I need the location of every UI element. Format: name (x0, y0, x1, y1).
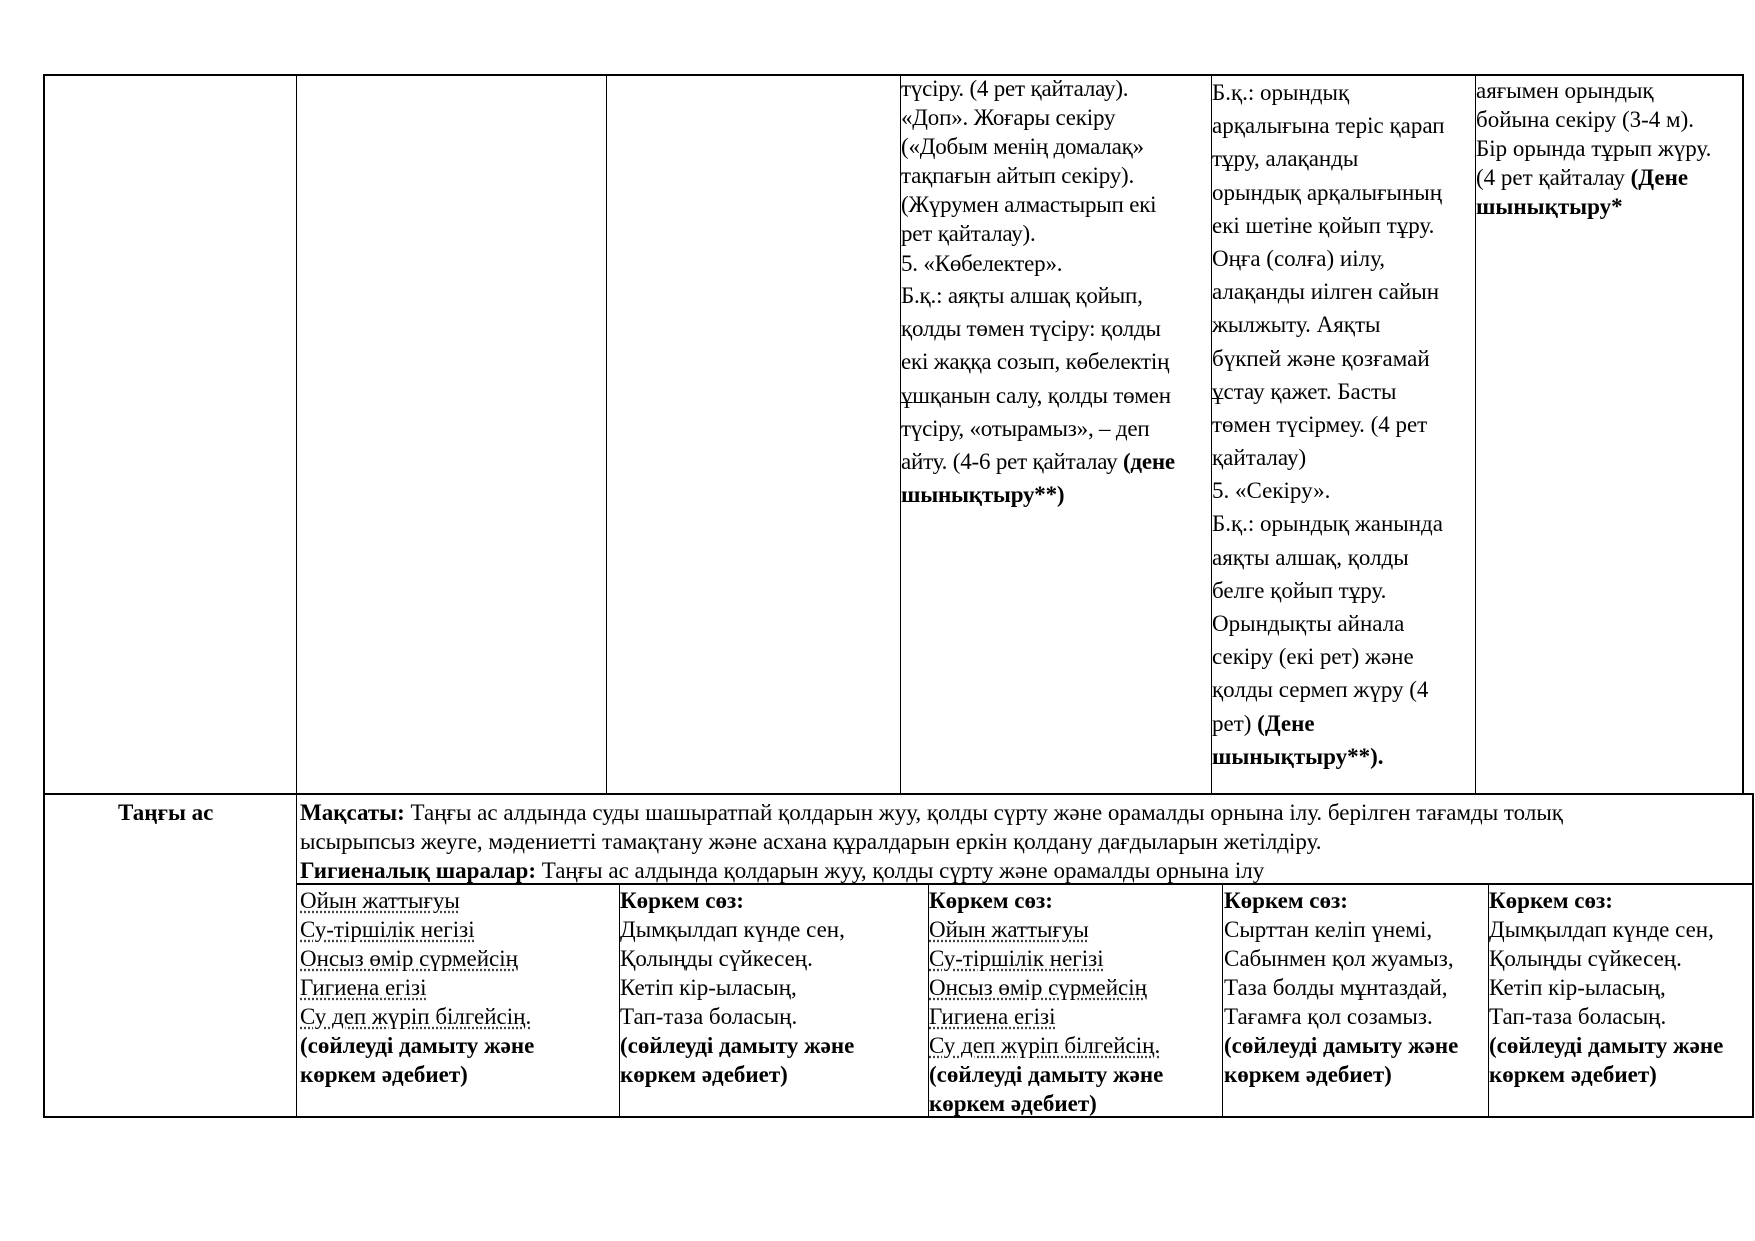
subject-tag: көркем әдебиет) (300, 1062, 468, 1087)
goal-text: Таңғы ас алдында суды шашыратпай қолдарын жуу, қолды сүрту және орамалды орнына ілу. берілген тағамды толық (404, 800, 1563, 825)
text-line: арқалығына теріс қарап (1212, 113, 1445, 139)
subject-tag: (сөйлеуді дамыту және (929, 1062, 1164, 1087)
subject-tag: көркем әдебиет) (1489, 1062, 1657, 1087)
text-line: түсіру. (4 рет қайталау). (901, 76, 1129, 101)
table-right-border-upper (1742, 74, 1744, 794)
poem-line: Онсыз өмір сүрмейсің (300, 946, 518, 971)
text-line: Б.қ.: орындық жанында (1212, 511, 1443, 537)
poem-line: Кетіп кір-ыласың, (1489, 975, 1666, 1000)
text-line: (Жүрумен алмастырып екі (901, 192, 1157, 217)
text-span: (4 рет қайталау (1476, 165, 1631, 190)
text-line: секіру (екі рет) және (1212, 644, 1414, 670)
subject-tag: (Дене (1630, 165, 1689, 190)
poem-line: Су деп жүріп білгейсің. (929, 1033, 1161, 1058)
poem-line: Су-тіршілік негізі (300, 917, 475, 942)
hygiene-text: Таңғы ас алдында қолдарын жуу, қолды сүрту және орамалды орнына ілу (536, 858, 1265, 883)
text-line: («Добым менің домалақ» (901, 134, 1144, 159)
poem-line: Дымқылдап күнде сен, (620, 917, 845, 942)
text-span: рет) (1212, 710, 1258, 736)
poem-line: Ойын жаттығуы (929, 917, 1089, 942)
goal-label: Мақсаты: (300, 800, 405, 825)
text-line: екі жаққа созып, көбелектің (901, 349, 1170, 375)
exercise-cell-day3 (901, 74, 1175, 511)
poem-line: Ойын жаттығуы (300, 888, 460, 913)
poem-line: Сырттан келіп үнемі, (1224, 917, 1433, 942)
subject-tag: (сөйлеуді дамыту және (1224, 1033, 1459, 1058)
subject-tag: (сөйлеуді дамыту және (300, 1033, 535, 1058)
poem-line: Су деп жүріп білгейсің. (300, 1004, 532, 1029)
text-line: Бір орында тұрып жүру. (1476, 136, 1712, 161)
text-line: орындық арқалығының (1212, 179, 1443, 205)
text-line: ұстау қажет. Басты (1212, 378, 1397, 404)
text-line: «Доп». Жоғары секіру (901, 105, 1116, 130)
poem-heading: Көркем сөз: (1224, 888, 1348, 913)
text-line: қолды төмен түсіру: қолды (901, 316, 1161, 342)
text-line: белге қойып тұру. (1212, 577, 1387, 603)
exercise-cell-day4 (1212, 76, 1445, 773)
text-line: Б.қ.: орындық (1212, 80, 1350, 105)
table-right-border-lower (1752, 793, 1754, 1118)
breakfast-day5 (1489, 886, 1723, 1089)
poem-line: Сабынмен қол жуамыз, (1224, 946, 1454, 971)
text-line: аяғымен орындық (1476, 78, 1654, 103)
poem-line: Онсыз өмір сүрмейсің (929, 975, 1147, 1000)
text-line: бойына секіру (3-4 м). (1476, 107, 1694, 132)
text-line: тақпағын айтып секіру). (901, 163, 1135, 188)
text-line: түсіру, «отырамыз», – деп (901, 415, 1150, 441)
poem-heading: Көркем сөз: (620, 888, 744, 913)
breakfast-day2 (620, 886, 854, 1089)
row-title-breakfast: Таңғы ас (118, 800, 214, 825)
text-line (1476, 163, 1711, 192)
subcol-divider-3 (1222, 884, 1223, 1117)
poem-line: Таза болды мұнтаздай, (1224, 975, 1448, 1000)
poem-line: Су-тіршілік негізі (929, 946, 1104, 971)
poem-line: Тап-таза боласың. (620, 1004, 798, 1029)
hygiene-line (300, 856, 1563, 885)
subject-tag: шынықтыру* (1476, 194, 1623, 219)
poem-line: Дымқылдап күнде сен, (1489, 917, 1714, 942)
text-line: рет қайталау). (901, 221, 1036, 246)
subject-tag: (сөйлеуді дамыту және (1489, 1033, 1724, 1058)
text-line: жылжыту. Аяқты (1212, 312, 1381, 338)
subject-tag: көркем әдебиет) (1224, 1062, 1392, 1087)
poem-heading: Көркем сөз: (929, 888, 1053, 913)
text-line: төмен түсірмеу. (4 рет (1212, 411, 1428, 437)
breakfast-day3 (929, 886, 1163, 1118)
text-line: Б.қ.: аяқты алшақ қойып, (901, 283, 1143, 308)
poem-line: Гигиена егізі (929, 1004, 1056, 1029)
subject-tag: шынықтыру**). (1212, 743, 1384, 769)
goal-line-1 (300, 798, 1563, 827)
text-line: Оңға (солға) иілу, (1212, 245, 1386, 271)
breakfast-day1 (300, 886, 534, 1089)
text-line: бүкпей және қозғамай (1212, 345, 1430, 371)
poem-line: Тағамға қол созамыз. (1224, 1004, 1433, 1029)
breakfast-day4 (1224, 886, 1458, 1089)
subject-tag: шынықтыру**) (901, 482, 1065, 508)
poem-heading: Көркем сөз: (1489, 888, 1613, 913)
poem-line: Қолыңды сүйкесең. (620, 946, 813, 971)
text-line: ұшқанын салу, қолды төмен (901, 382, 1171, 408)
hygiene-label: Гигиеналық шаралар: (300, 858, 536, 883)
text-line: аяқты алшақ, қолды (1212, 544, 1409, 570)
col-divider-1 (296, 74, 297, 1118)
text-line (901, 445, 1175, 478)
text-line: екі шетіне қойып тұру. (1212, 212, 1435, 238)
text-span: айту. (4-6 рет қайталау (901, 448, 1123, 474)
poem-line: Тап-таза боласың. (1489, 1004, 1667, 1029)
poem-line: Қолыңды сүйкесең. (1489, 946, 1682, 971)
text-line: тұру, алақанды (1212, 146, 1359, 172)
subject-tag: көркем әдебиет) (620, 1062, 788, 1087)
text-line: алақанды иілген сайын (1212, 279, 1440, 305)
breakfast-goal (300, 798, 1563, 885)
table-left-border (43, 74, 45, 1118)
subject-tag: (дене (1122, 448, 1175, 474)
row-divider (43, 793, 1753, 795)
subject-tag: көркем әдебиет) (929, 1091, 1097, 1116)
text-line: Орындықты айнала (1212, 611, 1405, 636)
subject-tag: (сөйлеуді дамыту және (620, 1033, 855, 1058)
table-bottom-border (43, 1116, 1753, 1118)
text-line: қайталау) (1212, 445, 1307, 471)
text-line: 5. «Секіру». (1212, 478, 1331, 504)
exercise-cell-day5 (1476, 76, 1711, 221)
text-line: қолды сермеп жүру (4 (1212, 677, 1429, 703)
poem-line: Кетіп кір-ыласың, (620, 975, 797, 1000)
text-line (1212, 707, 1445, 740)
goal-line-2: ысырыпсыз жеуге, мәдениетті тамақтану және асхана құралдарын еркін қолдану дағдыларын жетілдіру. (300, 829, 1322, 854)
poem-line: Гигиена егізі (300, 975, 427, 1000)
subject-tag: (Дене (1257, 710, 1315, 736)
col-divider-2 (606, 74, 607, 794)
text-line: 5. «Көбелектер». (901, 251, 1063, 276)
